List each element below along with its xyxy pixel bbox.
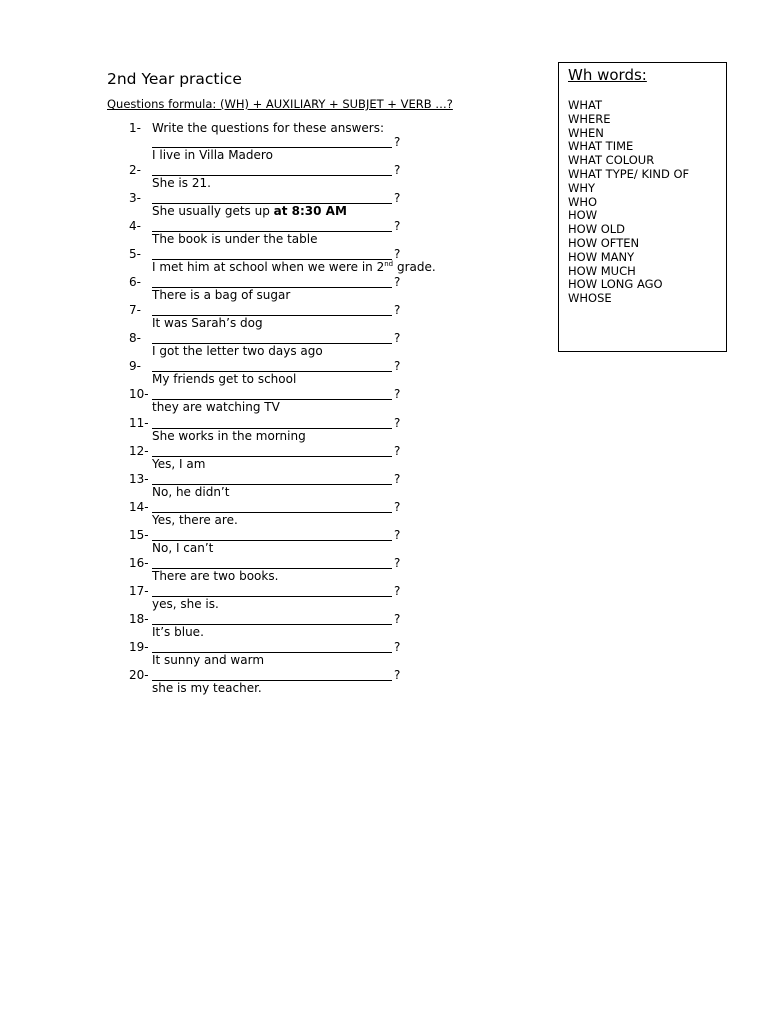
- answer-blank-line[interactable]: [152, 358, 392, 372]
- answer-text: I got the letter two days ago: [152, 344, 323, 359]
- answer-text: It was Sarah’s dog: [152, 316, 263, 331]
- item-number: 16-: [129, 555, 149, 570]
- page-title: 2nd Year practice: [107, 70, 242, 88]
- question-mark: ?: [394, 275, 401, 290]
- answer-blank-line[interactable]: [152, 639, 392, 653]
- answer-text: She is 21.: [152, 176, 211, 191]
- wh-word: WHO: [568, 194, 598, 209]
- item-number: 4-: [129, 219, 141, 234]
- answer-bold-part: at 8:30 AM: [273, 204, 347, 219]
- item-number: 12-: [129, 443, 149, 458]
- answer-blank-line[interactable]: [152, 443, 392, 457]
- question-mark: ?: [394, 639, 401, 654]
- answer-text: she is my teacher.: [152, 680, 262, 695]
- item-number: 8-: [129, 331, 141, 346]
- item-number: 14-: [129, 499, 149, 514]
- answer-text-part: I met him at school when we were in 2: [152, 260, 385, 275]
- wh-word: WHEN: [568, 125, 604, 140]
- wh-word: HOW LONG AGO: [568, 277, 663, 292]
- answer-blank-line[interactable]: [152, 162, 392, 176]
- answer-blank-line[interactable]: [152, 134, 392, 148]
- item-number: 20-: [129, 667, 149, 682]
- answer-blank-line[interactable]: [152, 667, 392, 681]
- answer-text: [152, 260, 436, 274]
- item-number: 1-: [129, 121, 141, 135]
- answer-text-part: She usually gets up: [152, 204, 274, 219]
- answer-blank-line[interactable]: [152, 246, 392, 260]
- answer-text: I live in Villa Madero: [152, 148, 273, 162]
- answer-blank-line[interactable]: [152, 302, 392, 316]
- item-number: 2-: [129, 163, 141, 178]
- item-number: 10-: [129, 387, 149, 402]
- question-mark: ?: [394, 583, 401, 598]
- answer-blank-line[interactable]: [152, 527, 392, 541]
- question-mark: ?: [394, 555, 401, 570]
- item-number: 19-: [129, 639, 149, 654]
- answer-text: Yes, I am: [152, 456, 206, 471]
- question-mark: ?: [394, 527, 401, 542]
- questions-formula: Questions formula: (WH) + AUXILIARY + SUBJET + VERB …?: [107, 97, 453, 111]
- answer-text: The book is under the table: [152, 232, 318, 247]
- instruction-text: Write the questions for these answers:: [152, 121, 385, 135]
- question-mark: ?: [394, 471, 401, 486]
- answer-blank-line[interactable]: [152, 218, 392, 232]
- answer-text: [152, 204, 347, 218]
- answer-text: Yes, there are.: [152, 512, 238, 527]
- answer-superscript: nd: [384, 260, 394, 269]
- item-number: 6-: [129, 275, 141, 290]
- answer-text-part: grade.: [393, 260, 436, 275]
- wh-words-list: [568, 99, 689, 306]
- answer-text: It sunny and warm: [152, 652, 265, 667]
- item-number: 5-: [129, 247, 141, 262]
- item-number: 18-: [129, 611, 149, 626]
- wh-word: WHY: [568, 180, 596, 195]
- answer-text: they are watching TV: [152, 400, 280, 415]
- wh-word: WHAT COLOUR: [568, 153, 655, 168]
- item-number: 7-: [129, 303, 141, 318]
- question-mark: ?: [394, 415, 401, 430]
- answer-text: No, I can’t: [152, 540, 214, 555]
- answer-blank-line[interactable]: [152, 583, 392, 597]
- wh-word: WHAT TIME: [568, 139, 634, 154]
- question-mark: ?: [394, 359, 401, 374]
- wh-word: HOW OLD: [568, 222, 626, 237]
- answer-text: No, he didn’t: [152, 484, 230, 499]
- answer-text: It’s blue.: [152, 624, 204, 639]
- question-mark: ?: [394, 219, 401, 234]
- answer-text: yes, she is.: [152, 596, 219, 611]
- answer-text: There is a bag of sugar: [152, 288, 291, 303]
- answer-blank-line[interactable]: [152, 471, 392, 485]
- question-mark: ?: [394, 247, 401, 262]
- question-mark: ?: [394, 443, 401, 458]
- question-mark: ?: [394, 135, 401, 149]
- wh-words-box: [558, 62, 727, 352]
- item-number: 17-: [129, 583, 149, 598]
- answer-blank-line[interactable]: [152, 499, 392, 513]
- answer-blank-line[interactable]: [152, 611, 392, 625]
- wh-word: WHAT: [568, 98, 603, 112]
- answer-blank-line[interactable]: [152, 555, 392, 569]
- question-mark: ?: [394, 611, 401, 626]
- wh-words-title: Wh words:: [568, 66, 647, 84]
- wh-word: WHERE: [568, 111, 611, 126]
- answer-text: She works in the morning: [152, 428, 306, 443]
- item-number: 9-: [129, 359, 141, 374]
- answer-text: My friends get to school: [152, 372, 297, 387]
- answer-blank-line[interactable]: [152, 386, 392, 400]
- wh-word: HOW MANY: [568, 249, 635, 264]
- wh-word: WHOSE: [568, 291, 612, 306]
- question-mark: ?: [394, 387, 401, 402]
- answer-blank-line[interactable]: [152, 330, 392, 344]
- question-mark: ?: [394, 499, 401, 514]
- item-number: 11-: [129, 415, 149, 430]
- item-number: 15-: [129, 527, 149, 542]
- wh-word: HOW MUCH: [568, 263, 636, 278]
- question-mark: ?: [394, 331, 401, 346]
- wh-word: WHAT TYPE/ KIND OF: [568, 166, 690, 181]
- question-mark: ?: [394, 303, 401, 318]
- wh-word: HOW: [568, 208, 598, 223]
- question-mark: ?: [394, 163, 401, 178]
- wh-word: HOW OFTEN: [568, 235, 640, 250]
- answer-blank-line[interactable]: [152, 190, 392, 204]
- answer-text: There are two books.: [152, 568, 279, 583]
- item-number: 3-: [129, 191, 141, 206]
- question-mark: ?: [394, 191, 401, 206]
- item-number: 13-: [129, 471, 149, 486]
- answer-blank-line[interactable]: [152, 415, 392, 429]
- question-mark: ?: [394, 667, 401, 682]
- answer-blank-line[interactable]: [152, 274, 392, 288]
